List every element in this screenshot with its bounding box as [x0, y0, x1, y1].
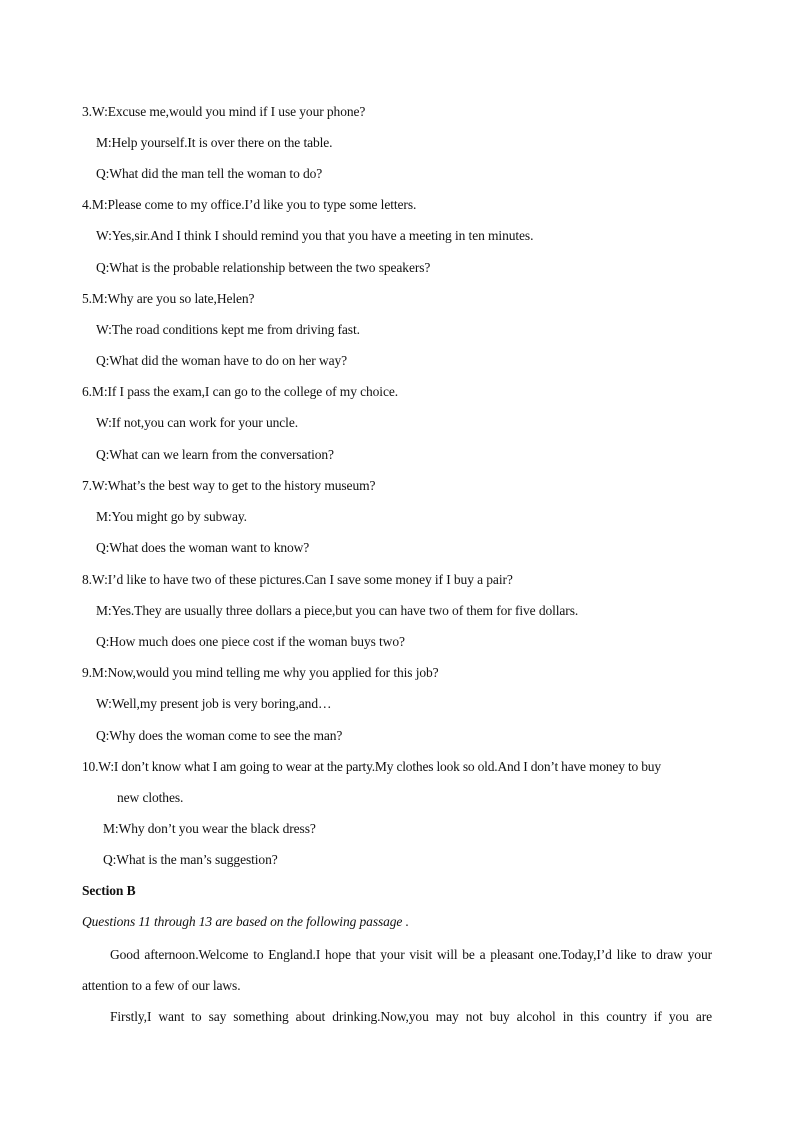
- passage-paragraph-1: Good afternoon.Welcome to England.I hope that your visit will be a pleasant one.Today,I’d like to draw your attention to a few of our laws.: [82, 947, 712, 993]
- q4-question: Q:What is the probable relationship between the two speakers?: [96, 260, 431, 275]
- q8-line-2: M:Yes.They are usually three dollars a piece,but you can have two of them for five dollars.: [96, 603, 579, 618]
- q7-line-2: M:You might go by subway.: [96, 509, 247, 524]
- q10-line-1: 10.W:I don’t know what I am going to wear at the party.My clothes look so old.And I don’t have money to buy: [82, 759, 661, 774]
- q3-question: Q:What did the man tell the woman to do?: [96, 166, 323, 181]
- q5-question: Q:What did the woman have to do on her way?: [96, 353, 348, 368]
- q10-line-2: M:Why don’t you wear the black dress?: [103, 821, 316, 836]
- q3-line-1: 3.W:Excuse me,would you mind if I use your phone?: [82, 104, 366, 119]
- q10-line-1-cont: new clothes.: [117, 790, 184, 805]
- passage-paragraph-2: Firstly,I want to say something about drinking.Now,you may not buy alcohol in this country if you are: [110, 1009, 712, 1024]
- section-b-heading: Section B: [82, 883, 136, 898]
- q9-question: Q:Why does the woman come to see the man?: [96, 728, 343, 743]
- section-b-intro: Questions 11 through 13 are based on the following passage .: [82, 914, 409, 929]
- q3-line-2: M:Help yourself.It is over there on the table.: [96, 135, 333, 150]
- q4-line-2: W:Yes,sir.And I think I should remind you that you have a meeting in ten minutes.: [96, 228, 534, 243]
- q5-line-2: W:The road conditions kept me from driving fast.: [96, 322, 360, 337]
- q7-line-1: 7.W:What’s the best way to get to the history museum?: [82, 478, 376, 493]
- q10-question: Q:What is the man’s suggestion?: [103, 852, 278, 867]
- q6-line-1: 6.M:If I pass the exam,I can go to the college of my choice.: [82, 384, 399, 399]
- q6-line-2: W:If not,you can work for your uncle.: [96, 415, 298, 430]
- q8-question: Q:How much does one piece cost if the woman buys two?: [96, 634, 405, 649]
- q6-question: Q:What can we learn from the conversation?: [96, 447, 334, 462]
- q8-line-1: 8.W:I’d like to have two of these pictures.Can I save some money if I buy a pair?: [82, 572, 513, 587]
- q9-line-1: 9.M:Now,would you mind telling me why you applied for this job?: [82, 665, 439, 680]
- q9-line-2: W:Well,my present job is very boring,and…: [96, 696, 332, 711]
- q4-line-1: 4.M:Please come to my office.I’d like you to type some letters.: [82, 197, 417, 212]
- q7-question: Q:What does the woman want to know?: [96, 540, 310, 555]
- q5-line-1: 5.M:Why are you so late,Helen?: [82, 291, 255, 306]
